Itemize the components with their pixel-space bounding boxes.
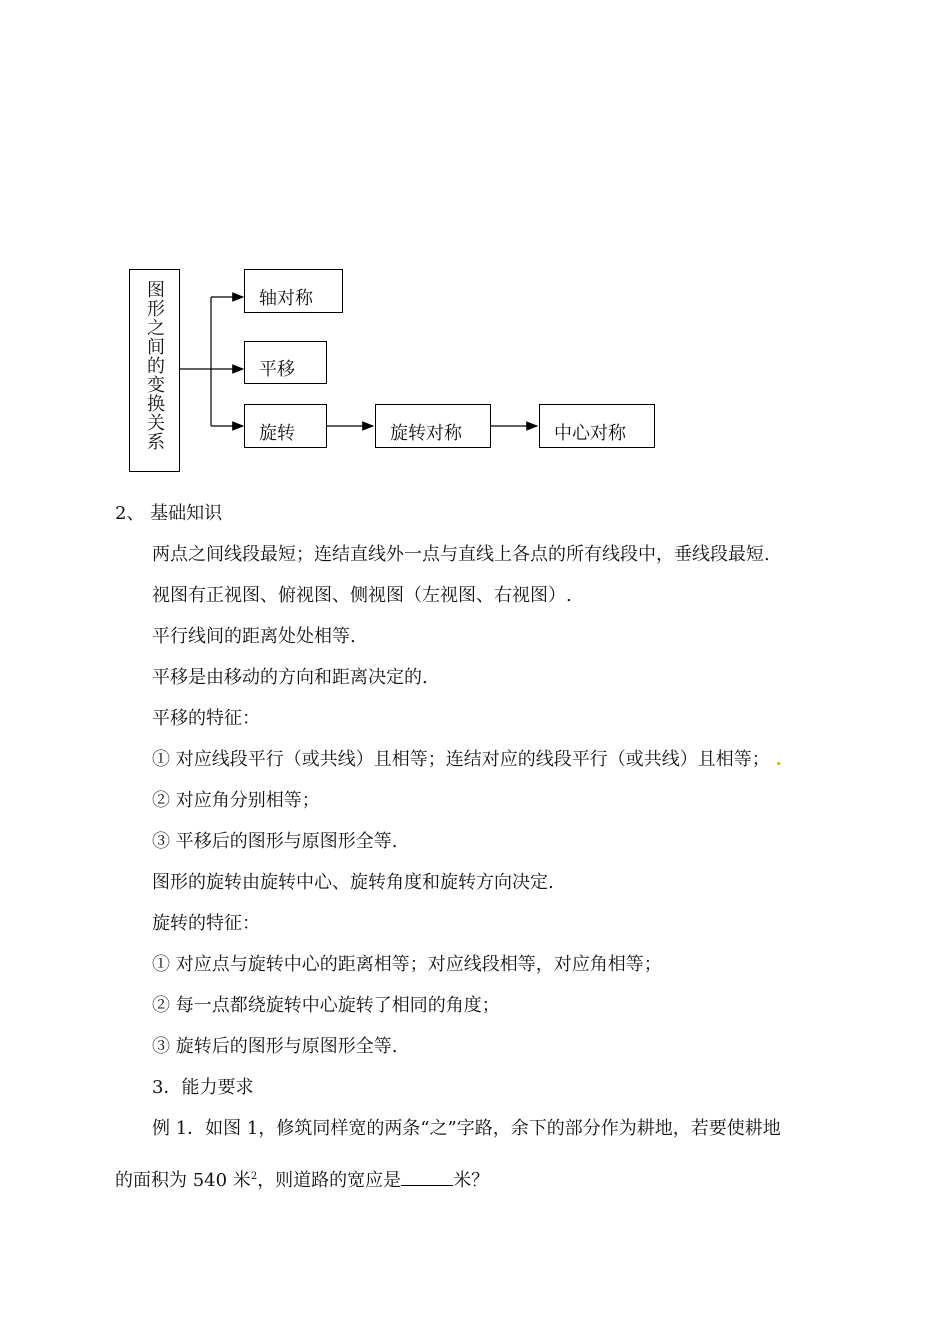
marker-dot: .: [775, 749, 782, 770]
section2-heading: 2、 基础知识: [115, 503, 223, 524]
example-line-1: 例 1．如图 1，修筑同样宽的两条“之”字路，余下的部分作为耕地，若要使耕地: [152, 1118, 781, 1139]
rotational-symmetry-label: 旋转对称: [390, 423, 462, 444]
translation-label: 平移: [259, 359, 295, 380]
transformation-diagram: [0, 0, 950, 500]
square-superscript: 2: [250, 1171, 258, 1182]
basic-knowledge-line: ③ 平移后的图形与原图形全等.: [152, 831, 398, 852]
basic-knowledge-line: ① 对应点与旋转中心的距离相等；对应线段相等，对应角相等；: [152, 954, 662, 975]
basic-knowledge-line: ② 对应角分别相等；: [152, 790, 320, 811]
translation-feature-1: ① 对应线段平行（或共线）且相等；连结对应的线段平行（或共线）且相等；: [152, 749, 770, 770]
central-symmetry-label: 中心对称: [554, 423, 626, 444]
root-box: [129, 269, 180, 472]
translation-box: [244, 341, 327, 384]
basic-knowledge-line: ② 每一点都绕旋转中心旋转了相同的角度；: [152, 995, 500, 1016]
section3-heading: 3．能力要求: [152, 1077, 254, 1098]
basic-knowledge-line: 旋转的特征：: [152, 913, 260, 934]
rotation-label: 旋转: [259, 423, 295, 444]
basic-knowledge-line: 平移是由移动的方向和距离决定的.: [152, 667, 428, 688]
rotation-box: [244, 404, 327, 448]
basic-knowledge-line: 图形的旋转由旋转中心、旋转角度和旋转方向决定.: [152, 872, 554, 893]
example-unit-text: 米？: [453, 1170, 490, 1191]
example-area-text: 的面积为 540 米: [115, 1170, 251, 1191]
axial-symmetry-box: [244, 269, 343, 313]
basic-knowledge-line: 视图有正视图、俯视图、侧视图（左视图、右视图）.: [152, 585, 572, 606]
basic-knowledge-line: 平行线间的距离处处相等.: [152, 626, 356, 647]
example-question-text: ，则道路的宽应是: [257, 1170, 402, 1191]
basic-knowledge-line: [152, 748, 782, 772]
basic-knowledge-line: ③ 旋转后的图形与原图形全等.: [152, 1036, 398, 1057]
rotational-symmetry-box: [375, 404, 491, 448]
root-label: 图形之间的变换关系: [144, 280, 165, 451]
axial-symmetry-label: 轴对称: [259, 288, 313, 309]
basic-knowledge-line: 平移的特征：: [152, 708, 260, 729]
example-line-2: [115, 1165, 489, 1193]
basic-knowledge-line: 两点之间线段最短；连结直线外一点与直线上各点的所有线段中，垂线段最短.: [152, 544, 770, 565]
central-symmetry-box: [539, 404, 655, 448]
answer-blank[interactable]: [401, 1169, 453, 1186]
